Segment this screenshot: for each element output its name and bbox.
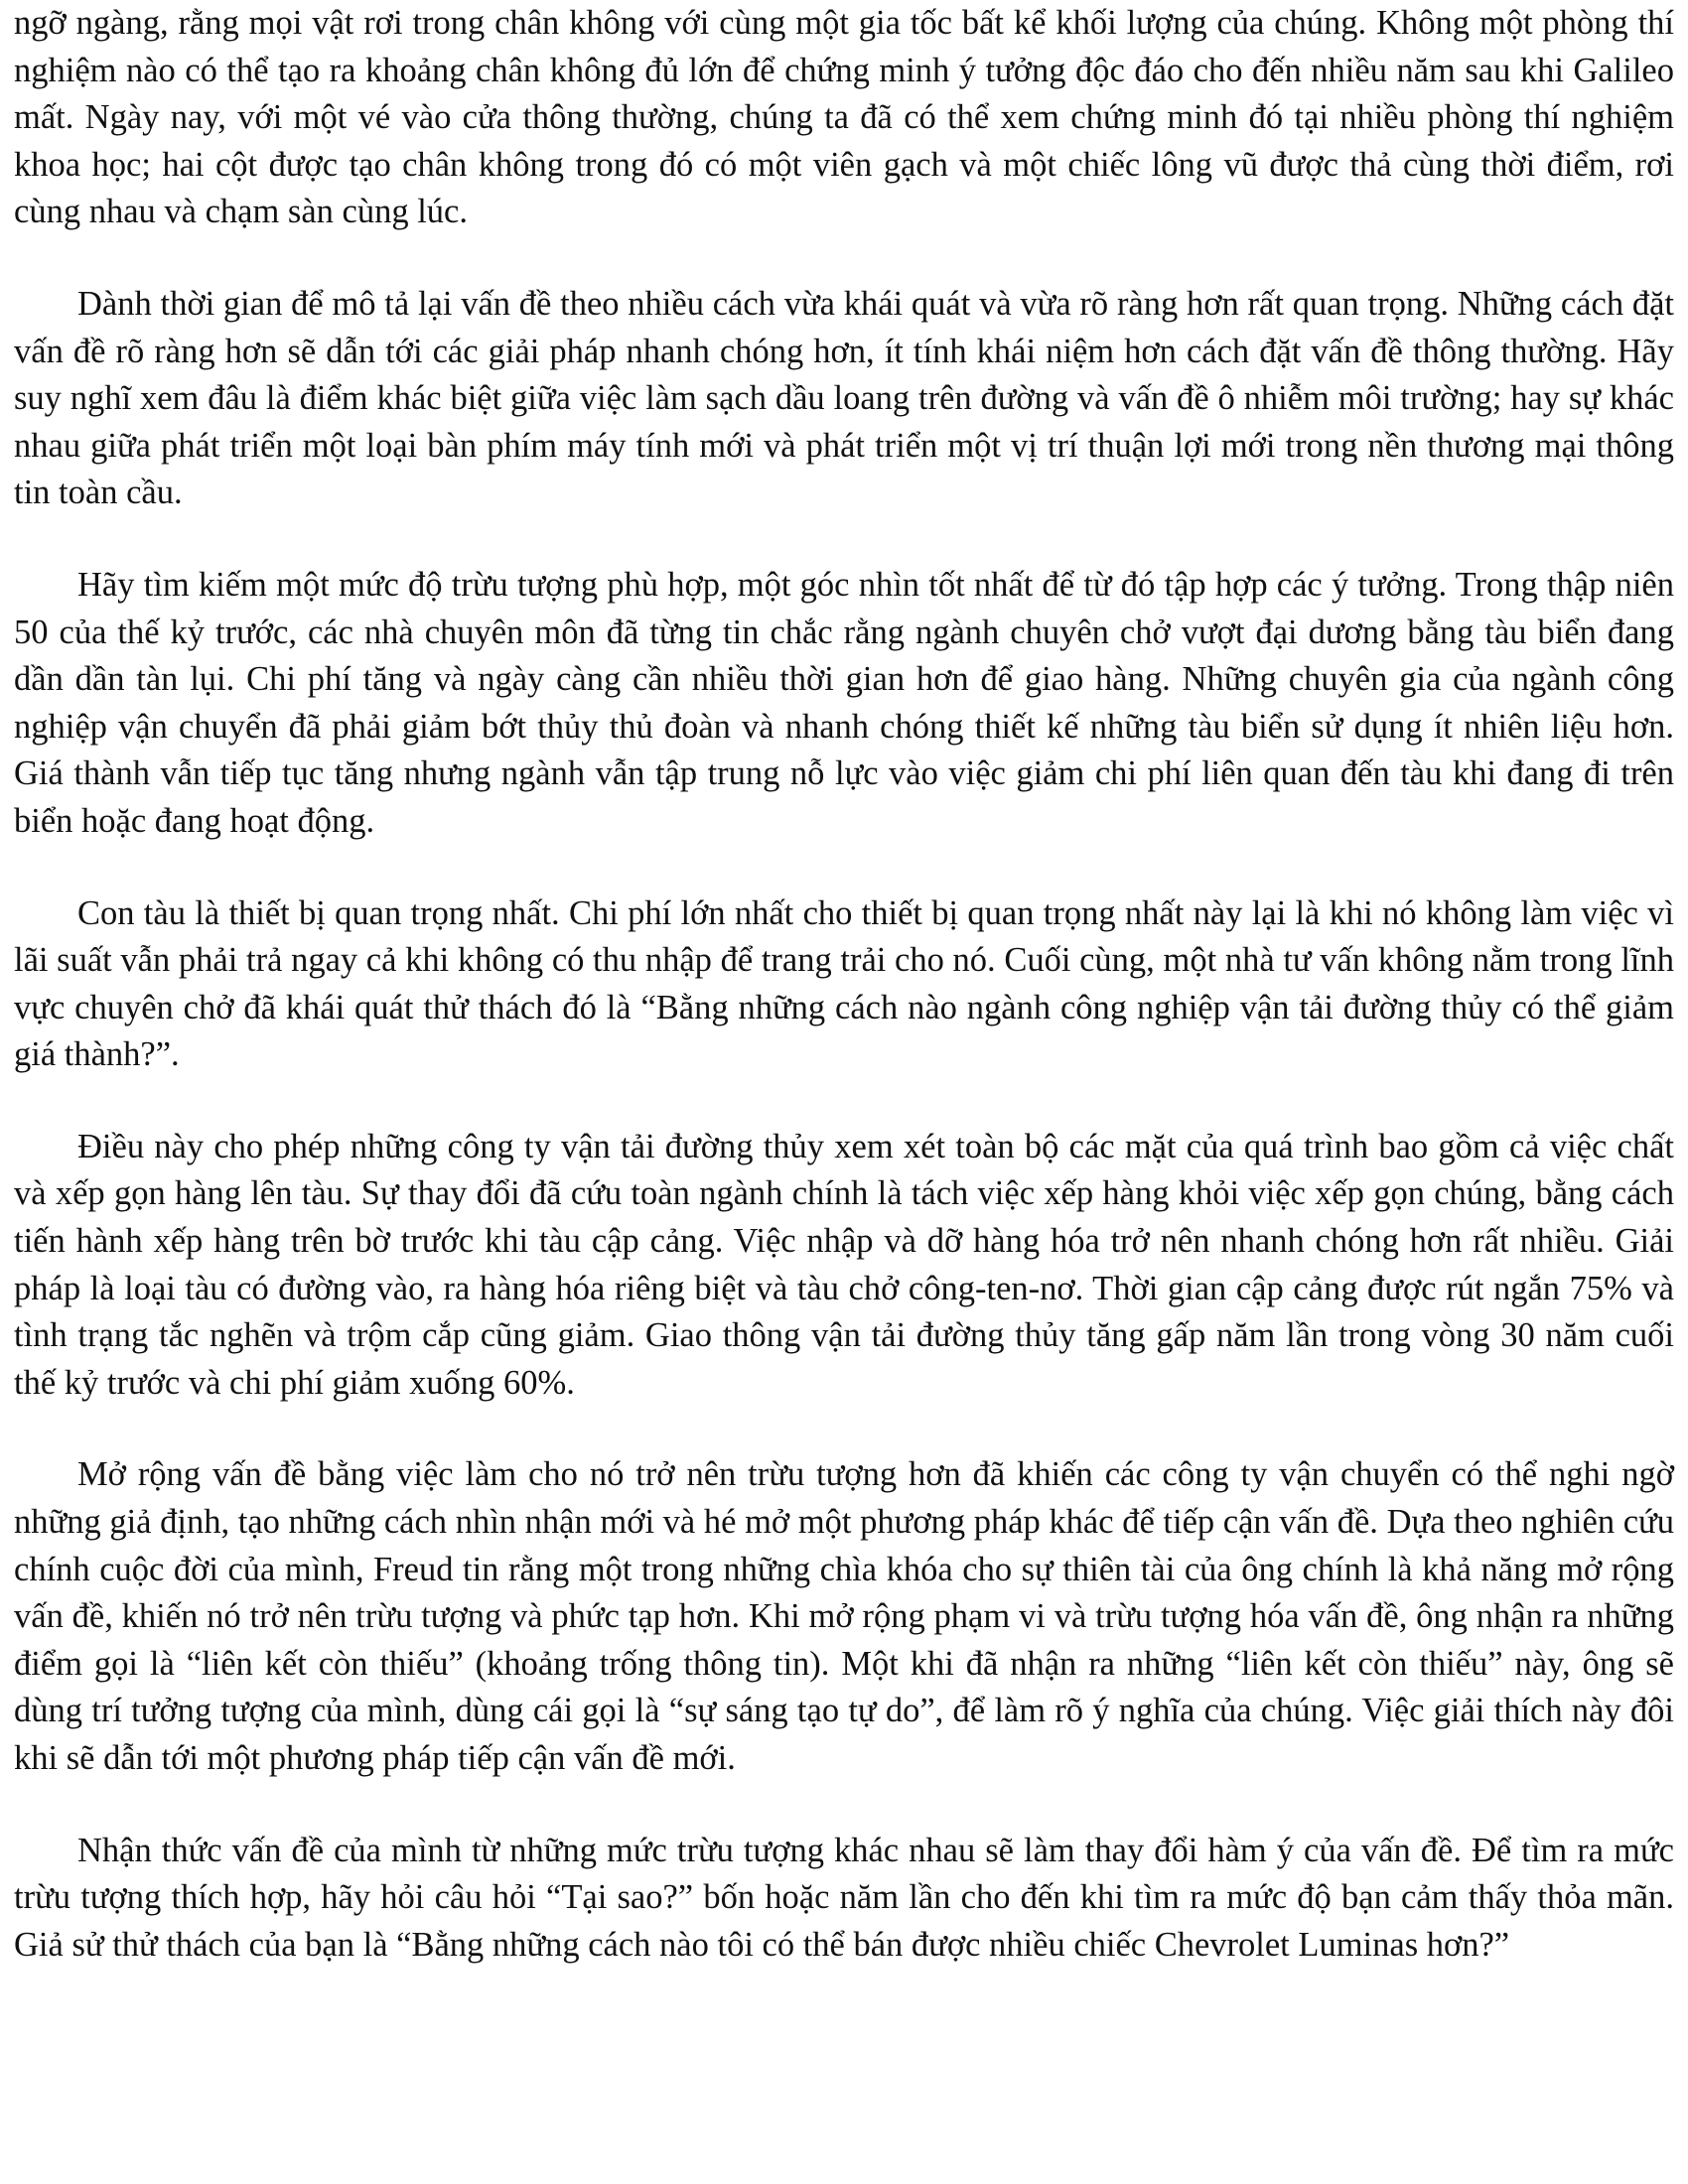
paragraph-1: ngỡ ngàng, rằng mọi vật rơi trong chân không với cùng một gia tốc bất kể khối lượng của chúng. Không một phòng thí nghiệm nào có thể tạo ra khoảng chân không đủ lớn để chứng minh ý tưởng độc đáo cho đến nhiều năm sau khi Galileo mất. Ngày nay, với một vé vào cửa thông thường, chúng ta đã có thể xem chứng minh đó tại nhiều phòng thí nghiệm khoa học; hai cột được tạo chân không trong đó có một viên gạch và một chiếc lông vũ được thả cùng thời điểm, rơi cùng nhau và chạm sàn cùng lúc. (14, 4, 1674, 231)
paragraph-5: Điều này cho phép những công ty vận tải đường thủy xem xét toàn bộ các mặt của quá trình bao gồm cả việc chất và xếp gọn hàng lên tàu. Sự thay đổi đã cứu toàn ngành chính là tách việc xếp hàng khỏi việc xếp gọn chúng, bằng cách tiến hành xếp hàng trên bờ trước khi tàu cập cảng. Việc nhập và dỡ hàng hóa trở nên nhanh chóng hơn rất nhiều. Giải pháp là loại tàu có đường vào, ra hàng hóa riêng biệt và tàu chở công-ten-nơ. Thời gian cập cảng được rút ngắn 75% và tình trạng tắc nghẽn và trộm cắp cũng giảm. Giao thông vận tải đường thủy tăng gấp năm lần trong vòng 30 năm cuối thế kỷ trước và chi phí giảm xuống 60%. (14, 1127, 1674, 1402)
paragraph-2: Dành thời gian để mô tả lại vấn đề theo nhiều cách vừa khái quát và vừa rõ ràng hơn rất quan trọng. Những cách đặt vấn đề rõ ràng hơn sẽ dẫn tới các giải pháp nhanh chóng hơn, ít tính khái niệm hơn cách đặt vấn đề thông thường. Hãy suy nghĩ xem đâu là điểm khác biệt giữa việc làm sạch dầu loang trên đường và vấn đề ô nhiễm môi trường; hay sự khác nhau giữa phát triển một loại bàn phím máy tính mới và phát triển một vị trí thuận lợi mới trong nền thương mại thông tin toàn cầu. (14, 284, 1674, 512)
paragraph-4: Con tàu là thiết bị quan trọng nhất. Chi phí lớn nhất cho thiết bị quan trọng nhất này lại là khi nó không làm việc vì lãi suất vẫn phải trả ngay cả khi không có thu nhập để trang trải cho nó. Cuối cùng, một nhà tư vấn không nằm trong lĩnh vực chuyên chở đã khái quát thử thách đó là “Bằng những cách nào ngành công nghiệp vận tải đường thủy có thể giảm giá thành?”. (14, 893, 1674, 1074)
paragraph-6: Mở rộng vấn đề bằng việc làm cho nó trở nên trừu tượng hơn đã khiến các công ty vận chuyển có thể nghi ngờ những giả định, tạo những cách nhìn nhận mới và hé mở một phương pháp khác để tiếp cận vấn đề. Dựa theo nghiên cứu chính cuộc đời của mình, Freud tin rằng một trong những chìa khóa cho sự thiên tài của ông chính là khả năng mở rộng vấn đề, khiến nó trở nên trừu tượng và phức tạp hơn. Khi mở rộng phạm vi và trừu tượng hóa vấn đề, ông nhận ra những điểm gọi là “liên kết còn thiếu” (khoảng trống thông tin). Một khi đã nhận ra những “liên kết còn thiếu” này, ông sẽ dùng trí tưởng tượng của mình, dùng cái gọi là “sự sáng tạo tự do”, để làm rõ ý nghĩa của chúng. Việc giải thích này đôi khi sẽ dẫn tới một phương pháp tiếp cận vấn đề mới. (14, 1455, 1674, 1777)
document-page (14, 0, 1674, 1969)
paragraph-7: Nhận thức vấn đề của mình từ những mức trừu tượng khác nhau sẽ làm thay đổi hàm ý của vấn đề. Để tìm ra mức trừu tượng thích hợp, hãy hỏi câu hỏi “Tại sao?” bốn hoặc năm lần cho đến khi tìm ra mức độ bạn cảm thấy thỏa mãn. Giả sử thử thách của bạn là “Bằng những cách nào tôi có thể bán được nhiều chiếc Chevrolet Luminas hơn?” (14, 1831, 1674, 1964)
paragraph-3: Hãy tìm kiếm một mức độ trừu tượng phù hợp, một góc nhìn tốt nhất để từ đó tập hợp các ý tưởng. Trong thập niên 50 của thế kỷ trước, các nhà chuyên môn đã từng tin chắc rằng ngành chuyên chở vượt đại dương bằng tàu biển đang dần dần tàn lụi. Chi phí tăng và ngày càng cần nhiều thời gian hơn để giao hàng. Những chuyên gia của ngành công nghiệp vận chuyển đã phải giảm bớt thủy thủ đoàn và nhanh chóng thiết kế những tàu biển sử dụng ít nhiên liệu hơn. Giá thành vẫn tiếp tục tăng nhưng ngành vẫn tập trung nỗ lực vào việc giảm chi phí liên quan đến tàu khi đang đi trên biển hoặc đang hoạt động. (14, 565, 1674, 840)
